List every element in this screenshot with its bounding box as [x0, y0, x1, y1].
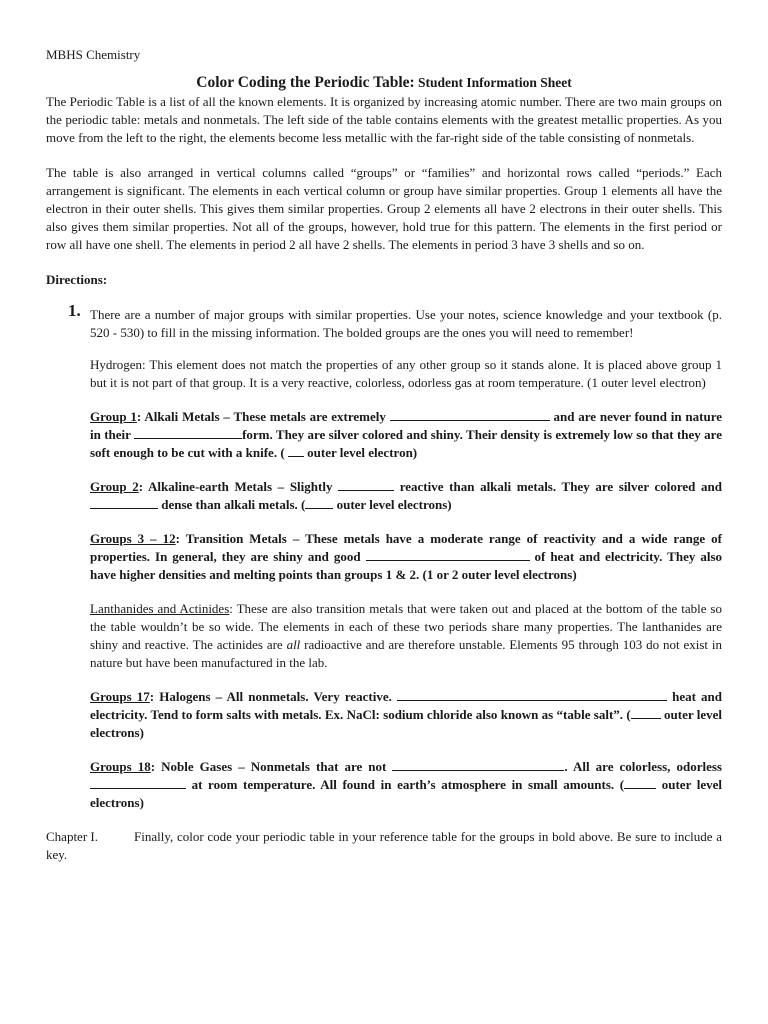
groups-3-12-blank-conductors[interactable]: [366, 548, 530, 561]
group-17-part-3: outer level electrons): [90, 707, 722, 740]
groups-3-12-part-2: of heat and electricity. They also have higher densities and melting points than groups 1 & 2. (1 or 2 outer level electrons): [90, 549, 722, 582]
group-17-label: Groups 17: [90, 689, 150, 704]
group-18-blank-state[interactable]: [90, 776, 186, 789]
group-1-blank-electrons[interactable]: [288, 444, 304, 457]
group-2-blank-reactivity[interactable]: [338, 478, 394, 491]
group-1-blank-reactivity[interactable]: [390, 408, 550, 421]
group-17-part-2: heat and electricity. Tend to form salts with metals. Ex. NaCl: sodium chloride also known as “table salt”. (: [90, 689, 722, 722]
group-2-blank-density[interactable]: [90, 496, 158, 509]
groups-3-12-part-1: : Transition Metals – These metals have a moderate range of reactivity and a wide range of properties. In general, they are shiny and good: [90, 531, 722, 564]
group-1-part-3: form. They are silver colored and shiny. Their density is extremely low so that they are soft enough to be cut with a knife. (: [90, 427, 722, 460]
groups-3-12-label: Groups 3 – 12: [90, 531, 176, 546]
course-header: MBHS Chemistry: [46, 47, 141, 62]
group-17-blank-electrons[interactable]: [631, 706, 661, 719]
title-subtitle: Student Information Sheet: [417, 75, 572, 90]
lanthanides-emphasis: all: [286, 637, 301, 652]
group-18-part-3: at room temperature. All found in earth’s atmosphere in small amounts. (: [186, 777, 625, 792]
group-18-part-4: outer level electrons): [90, 777, 722, 810]
group-1-text: [90, 408, 722, 462]
group-2-text: [90, 478, 722, 514]
group-1-blank-form[interactable]: [134, 426, 242, 439]
direction-item-1: [46, 301, 723, 812]
page-title: [46, 74, 722, 92]
closing-text: Finally, color code your periodic table in your reference table for the groups in bold above. Be sure to include a key.: [46, 829, 722, 862]
hydrogen-text: Hydrogen: This element does not match the properties of any other group so it stands alone. It is placed above group 1 but it is not part of that group. It is a very reactive, colorless, odorless gas at room temperature. (1 outer level electron): [90, 357, 722, 390]
group-18-part-2: . All are colorless, odorless: [564, 759, 722, 774]
lanthanides-label: Lanthanides and Actinides: [90, 601, 230, 616]
group-2-part-4: outer level electrons): [333, 497, 452, 512]
item-number: 1.: [68, 301, 81, 320]
group-18-part-1: : Noble Gases – Nonmetals that are not: [150, 759, 393, 774]
intro-paragraph-1: The Periodic Table is a list of all the known elements. It is organized by increasing atomic number. There are two main groups on the periodic table: metals and nonmetals. The left side of the table contains elements with the greatest metallic properties. As you move from the left to the right, the elements become less metallic with the far-right side of the table consisting of nonmetals.: [46, 94, 722, 145]
chapter-label: Chapter I.: [46, 829, 98, 844]
title-main: Color Coding the Periodic Table:: [196, 74, 415, 91]
group-17-part-1: : Halogens – All nonmetals. Very reactive.: [149, 689, 397, 704]
group-2-part-1: : Alkaline-earth Metals – Slightly: [138, 479, 339, 494]
group-2-part-2: reactive than alkali metals. They are silver colored and: [394, 479, 722, 494]
group-2-label: Group 2: [90, 479, 139, 494]
lanthanides-actinides-text: [90, 600, 722, 672]
instruction-text: There are a number of major groups with similar properties. Use your notes, science knowledge and your textbook (p. 520 - 530) to fill in the missing information. The bolded groups are the ones you will need to remember!: [90, 307, 722, 340]
intro-paragraph-2: The table is also arranged in vertical columns called “groups” or “families” and horizontal rows called “periods.” Each arrangement is significant. The elements in each vertical column or group have similar properties. Group 1 elements all have the electron in their outer shells. This gives them similar properties. Group 2 elements all have 2 electrons in their outer shells. This also gives them similar properties. Not all of the groups, however, hold true for this pattern. The elements in the first period or row all have one shell. The elements in period 2 all have 2 shells. The elements in period 3 have 3 shells and so on.: [46, 165, 722, 252]
lanthanides-part-1: : These are also transition metals that were taken out and placed at the bottom of the table so the table wouldn’t be so wide. The elements in each of these two periods share many properties. The lanthanides are shiny and reactive. The actinides are: [90, 601, 722, 652]
group-18-blank-reactive[interactable]: [392, 758, 564, 771]
closing-instruction: [46, 828, 722, 864]
groups-3-12-text: [90, 530, 722, 584]
directions-heading: Directions:: [46, 272, 108, 287]
lanthanides-part-2: radioactive and are therefore unstable. Elements 95 through 103 do not exist in nature but have been manufactured in the lab.: [90, 637, 722, 670]
group-2-blank-electrons[interactable]: [305, 496, 333, 509]
group-18-text: [90, 758, 722, 812]
group-18-label: Groups 18: [90, 759, 151, 774]
worksheet-page: [46, 46, 722, 864]
group-1-part-1: : Alkali Metals – These metals are extremely: [136, 409, 390, 424]
group-1-label: Group 1: [90, 409, 137, 424]
group-1-part-4: outer level electron): [303, 445, 418, 460]
group-1-part-2: and are never found in nature in their: [90, 409, 723, 442]
group-17-blank-conductors[interactable]: [397, 688, 667, 701]
group-17-text: [90, 688, 722, 742]
group-18-blank-electrons[interactable]: [624, 776, 656, 789]
group-2-part-3: dense than alkali metals. (: [158, 497, 306, 512]
